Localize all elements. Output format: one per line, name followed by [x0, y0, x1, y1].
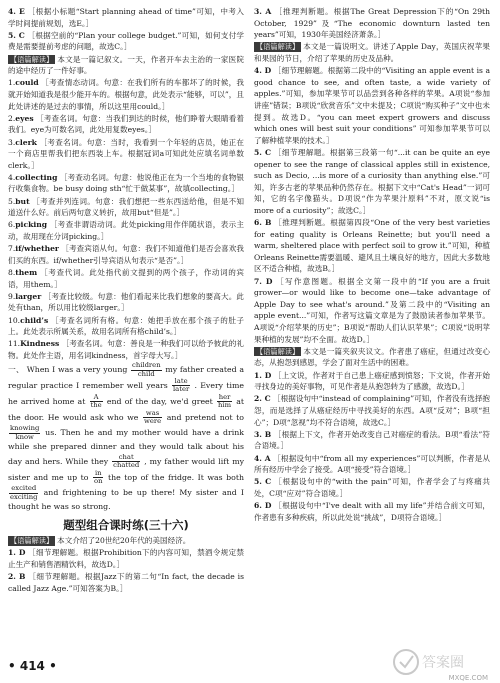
page-number: • 414 • — [8, 659, 57, 673]
answer-item: 6. D ［根据设句中“I've dealt with all my life”并结合前文可知，作者患有多种疾病，所以此处说“挑战”，D项符合语境。］ — [254, 501, 490, 522]
answer-item: 2. C ［根据设句中“instead of complaining”可知，作者没有选择抱怨，而是选择了从癌症经历中寻找美好的东西。A项“反对”；B项“担心”；D项“忽视”均不符合语境，故选C。］ — [254, 394, 491, 427]
answer-item: 4. A ［根据设句中“from all my experiences”可以判断，作者是从所有经历中学会了接受。A项“接受”符合语境。］ — [254, 453, 490, 475]
answer-item: 5. C ［根据设句中的“with the pain”可知，作者学会了与疼痛共处，C项“应对”符合语境。］ — [254, 477, 490, 498]
blank-answer: 9.larger ［考查比较级。句意：他们看起来比我们想象的要高大。此处有than，所以用比较级larger。］ — [8, 291, 244, 313]
correction-mark: $\frac{A}{\text{the}}$ — [90, 392, 102, 410]
analysis-tag: 【语篇解读】 — [256, 42, 300, 52]
blank-answer: 6.picking ［考查非谓语动词。此处picking用作伴随状语，表示主动，故用现在分词picking。］ — [8, 220, 245, 242]
correction-mark: $\frac{in}{on}$ — [94, 468, 103, 485]
blank-answer: 1.could ［考查情态动词。句意：在我们所有的车都坏了的时候，我就开始知道我是很少能开车的。根据句意，此处表示“能够，可以”，且此处讲述的是过去的事情，所以这里用could。］ — [8, 78, 244, 111]
answer-item: 3. B ［根据上下文，作者开始改变自己对癌症的看法。B项“看法”符合语境。］ — [254, 429, 490, 451]
blank-answer: 5.but ［考查并列连词。句意：我们想把一些东西送给他，但是不知道送什么好。前后两句意义转折，故用but“但是”。］ — [8, 196, 244, 218]
blank-answer: 3.clerk ［考查名词。句意：当时，我看到一个年轻的店员，她正在一个商店里帮我们把东西装上车。根据冠词a可知此处应填名词单数clerk。］ — [8, 137, 244, 170]
answer-item: 5. C ［根据空前的“Plan your college budget.”可知，如何支付学费是需要提前考虑的问题，故选C。］ — [8, 30, 244, 52]
blank-answer: 7.if/whether ［考查宾语从句。句意：我们不知道他们是否会喜欢我们买的东西。if/whether引导宾语从句表示“是否”。］ — [8, 244, 244, 265]
answer-item: 4. D ［细节理解题。根据第二段中的“Visiting an apple event is a good chance to see, and often taste, a wide variety of apples.”可知，参加苹果节可以品尝到各种各样的苹果。A项说“参加讲座”错误；B项说“欣赏音乐”文中未提及；C项说“购买种子”文中也未提到。故选D。“you can meet expert growers and discuss which ones will best suit your conditions” 可知参加苹果节可以了解种植苹果的技术。］ — [254, 66, 490, 145]
answer-item: 6. B ［推理判断题。根据第四段“One of the very best varieties for eating quality is Orleans Reinette; but you'll need a warm, sheltered place with perfect soil to grow it.”可知，种植Orleans Reinette需要温暖、避风且土壤良好的地方，因此大多数地区不适合种植，故选B。］ — [254, 218, 490, 274]
passage-analysis: 【语篇解读】 本文是一篇说明文。讲述了Apple Day，英国庆祝苹果和果园的节日，介绍了苹果的历史及品种。 — [254, 42, 490, 63]
blank-answer: 11.Kindness ［考查名词。句意：善良是一种我们可以给予彼此的礼物。此处作主语，用名词kindness，首字母大写。］ — [8, 339, 244, 360]
section-heading: 题型组合课时练(三十六) — [63, 517, 189, 532]
analysis-tag: 【语篇解读】 — [10, 536, 54, 546]
analysis-tag: 【语篇解读】 — [256, 346, 300, 356]
answer-item: 5. C ［细节理解题。根据第三段第一句“...it can be quite an eye opener to see the range of classical apples still in existence, such as Decio, ...is more of a curiosity than anything else.”可知，许多古老的苹果品种仍然存在。根据下文中“Cat's Head”一词可知，它的名字像猫头。D项说“作为苹果汁原料”不对，原文说“is more of a curiosity”；故选C。］ — [254, 147, 490, 215]
correction-mark: $\frac{\text{knowing}}{\text{know}}$ — [10, 424, 40, 441]
answer-item: 4. E ［根据小标题“Start planning ahead of time”可知，中考入学时间提前规划，选E。］ — [8, 7, 244, 28]
blank-answer: 4.collecting ［考查动名词。句意：他说他正在为一个当地的食物银行收集食物。be busy doing sth“忙于做某事”，故填collecting。］ — [8, 172, 244, 194]
answer-item: 3. A ［推理判断题。根据The Great Depression下的“On 29th October, 1929”及“The economic downturn lasted ten years”可知，1930年美国经济萧条。］ — [254, 7, 490, 40]
answer-item: 1. D ［细节理解题。根据Prohibition下的内容可知，禁酒令规定禁止生产和销售酒精饮料，故选D。］ — [8, 548, 244, 569]
correction-mark: $\frac{\text{was}}{\text{were}}$ — [144, 408, 162, 425]
passage-analysis: 【语篇解读】 本文是一篇记叙文。一天，作者开车去主治的一家医院的途中经历了一件好事。 — [8, 54, 244, 76]
blank-answer: 8.them ［考查代词。此处指代前文提到的两个孩子，作动词的宾语，用them。］ — [8, 268, 244, 289]
correction-mark: $\frac{\text{late}}{\text{later}}$ — [172, 376, 190, 394]
analysis-tag: 【语篇解读】 — [10, 54, 54, 64]
passage-analysis: 【语篇解读】 本文介绍了20世纪20年代的美国经济。 — [10, 536, 191, 546]
blank-answer: 2.eyes ［考查名词。句意：当我们到达的时候，他们睁着大眼睛看着我们。eye为可数名词，此处用复数eyes。］ — [8, 113, 244, 135]
correction-mark: $\frac{\text{chat}}{\text{chatted}}$ — [113, 452, 140, 470]
error-correction-essay: 一、 When I was a very young $\frac{\text{children}}{\text{child}}$ my father created a regular practice I remember well years $\frac{\text{late}}{\text{later}}$ . Every time he arrived home at $\frac{A}{\text{the}}$ end of the day, we'd greet $\frac{\text{her}}{\text{him}}$ at the door. He would ask who we $\frac{\text{was}}{\text{were}}$ and pretend not to $\frac{\text{knowing}}{\text{know}}$ us. Then he and my mother would have a drink while she prepared dinner and they would talk about his day and hers. While they $\frac{\text{chat}}{\text{chatted}}$ , my father would lift my sister and me up to $\frac{in}{on}$ the top of the fridge. It was both $\frac{\text{excited}}{\text{exciting}}$ and frightening to be up there! My sister and I thought he was so strong. — [8, 361, 245, 512]
left-column — [8, 6, 244, 595]
watermark-url: MXQE.COM — [448, 674, 488, 682]
correction-mark: $\frac{\text{excited}}{\text{exciting}}$ — [10, 484, 38, 501]
svg-text:答案圈: 答案圈 — [422, 655, 464, 671]
answer-item: 7. D ［写作意图题。根据全文第一段中的“If you are a fruit grower—or would like to become one—take advantage of Apple Day to see what's around.”及第二段中的“Visiting an apple event...”可知，作者写这篇文章是为了鼓励读者参加苹果节。A项说“介绍苹果的历史”；B项说“帮助人们认识苹果”；C项说“说明苹果种植的发展”均不全面。故选D。］ — [254, 276, 490, 344]
correction-mark: $\frac{\text{her}}{\text{him}}$ — [218, 392, 232, 410]
passage-analysis: 【语篇解读】 本文是一篇夹叙夹议文。作者患了癌症，但通过改变心态，从抱怨到感恩，学会了面对生活中的困难。 — [254, 346, 490, 368]
correction-mark: $\frac{\text{children}}{\text{child}}$ — [132, 361, 161, 378]
answer-item: 2. B ［细节理解题。根据Jazz下的第二句“In fact, the decade is called Jazz Age.”可知答案为B。］ — [8, 572, 244, 593]
answer-item: 1. D ［上文说，作者对于自己患上癌症感到愤怒；下文说，作者开始寻找身边的美好事物，可见作者是从抱怨转为了感激，故选D。］ — [254, 370, 490, 392]
right-column — [254, 6, 490, 524]
blank-answer: 10.child’s ［考查名词所有格。句意：她把手放在那个孩子的肚子上。此处表示所属关系，故用名词所有格child’s。］ — [8, 315, 245, 337]
